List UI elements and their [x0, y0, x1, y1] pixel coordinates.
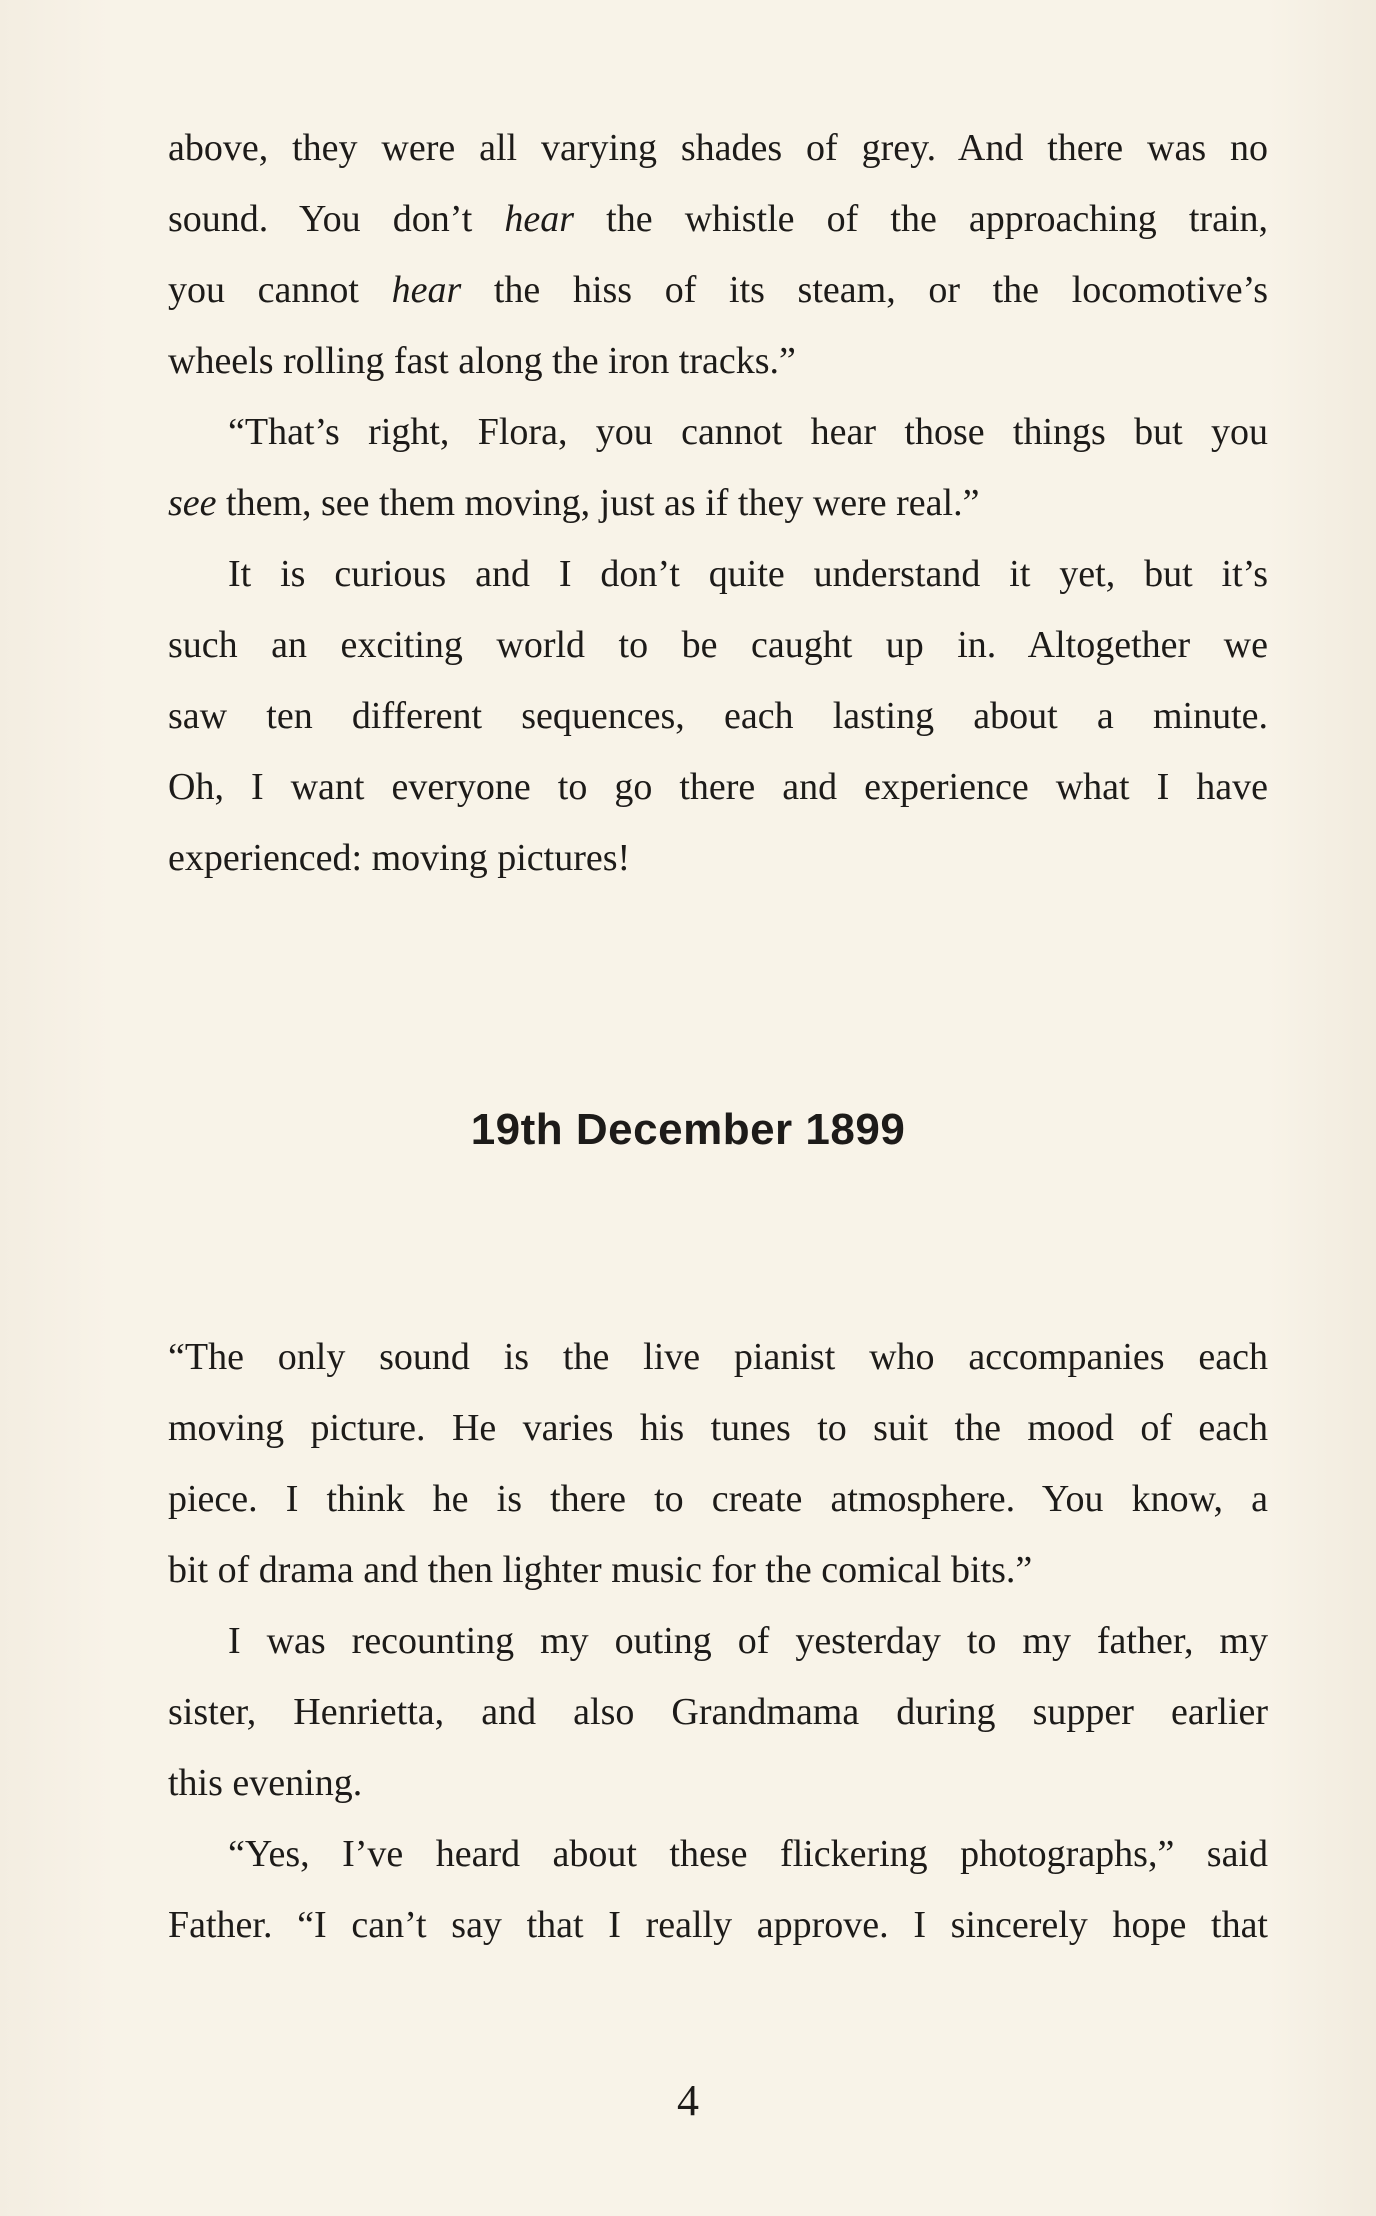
text-line: Father. “I can’t say that I really approve. I sincerely hope that [168, 1904, 1268, 1946]
text-line: sister, Henrietta, and also Grandmama during supper earlier [168, 1691, 1268, 1733]
text-line: bit of drama and then lighter music for the comical bits.” [168, 1549, 1033, 1591]
text-line: moving picture. He varies his tunes to suit the mood of each [168, 1407, 1268, 1449]
text-line: Oh, I want everyone to go there and experience what I have [168, 766, 1268, 808]
text-line: you cannot hear the hiss of its steam, or the locomotive’s [168, 269, 1268, 311]
text-line: experienced: moving pictures! [168, 837, 631, 879]
text-line: above, they were all varying shades of grey. And there was no [168, 127, 1268, 169]
body-text-top [168, 113, 1268, 894]
text-line: piece. I think he is there to create atmosphere. You know, a [168, 1478, 1268, 1520]
text-line: “That’s right, Flora, you cannot hear those things but you [228, 411, 1268, 453]
text-line: sound. You don’t hear the whistle of the approaching train, [168, 198, 1268, 240]
text-line: I was recounting my outing of yesterday to my father, my [228, 1620, 1268, 1662]
text-line: wheels rolling fast along the iron tracks.” [168, 340, 796, 382]
text-line: It is curious and I don’t quite understand it yet, but it’s [228, 553, 1268, 595]
text-line: saw ten different sequences, each lasting about a minute. [168, 695, 1268, 737]
text-line: this evening. [168, 1762, 363, 1804]
page-number: 4 [677, 2076, 699, 2125]
body-text-bottom [168, 1322, 1268, 1961]
text-line: “The only sound is the live pianist who accompanies each [168, 1336, 1268, 1378]
diary-date-heading: 19th December 1899 [470, 1105, 906, 1154]
text-line: such an exciting world to be caught up in. Altogether we [168, 624, 1268, 666]
text-line: see them, see them moving, just as if they were real.” [168, 482, 980, 524]
text-line: “Yes, I’ve heard about these flickering photographs,” said [228, 1833, 1268, 1875]
